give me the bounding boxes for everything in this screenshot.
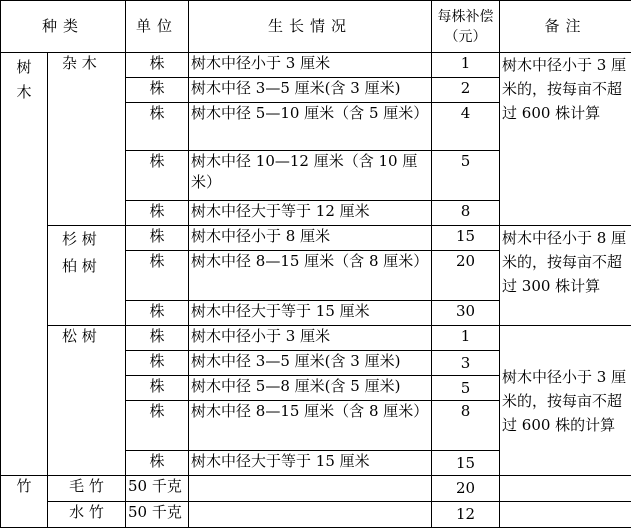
growth-cell: 树木中径 5—8 厘米(含 5 厘米): [189, 376, 432, 401]
growth-cell: 树木中径小于 8 厘米: [189, 226, 432, 251]
unit-cell: 株: [126, 351, 189, 376]
table-row: [1, 326, 631, 351]
growth-cell: 树木中径小于 3 厘米: [189, 326, 432, 351]
amount-cell: 15: [432, 451, 500, 476]
growth-cell: 树木中径 3—5 厘米(含 3 厘米): [189, 351, 432, 376]
unit-cell: 株: [126, 251, 189, 301]
growth-cell: 树木中径 8—15 厘米（含 8 厘米）: [189, 251, 432, 301]
amount-cell: 15: [432, 226, 500, 251]
subcategory-fir: 杉 树: [62, 230, 97, 248]
unit-cell: 株: [126, 451, 189, 476]
subcategory-water-bamboo: 水 竹: [48, 502, 126, 528]
growth-cell: 树木中径小于 3 厘米: [189, 53, 432, 78]
unit-cell: 50 千克: [126, 502, 189, 528]
amount-cell: 4: [432, 103, 500, 151]
amount-cell: 3: [432, 351, 500, 376]
amount-cell: 30: [432, 301, 500, 326]
amount-cell: 20: [432, 476, 500, 502]
growth-cell: 树木中径 8—15 厘米（含 8 厘米）: [189, 401, 432, 451]
unit-cell: 株: [126, 326, 189, 351]
category-bamboo: 竹: [1, 476, 48, 528]
header-growth: 生长情况: [189, 1, 432, 53]
unit-cell: 株: [126, 151, 189, 201]
unit-cell: 50 千克: [126, 476, 189, 502]
unit-cell: 株: [126, 401, 189, 451]
category-tree-char-1: 树: [16, 58, 32, 76]
amount-cell: 8: [432, 401, 500, 451]
table-row: [1, 226, 631, 251]
amount-cell: 5: [432, 376, 500, 401]
amount-cell: 5: [432, 151, 500, 201]
category-tree-char-2: 木: [16, 83, 32, 101]
table-row: [1, 502, 631, 528]
header-unit: 单位: [126, 1, 189, 53]
note-misc-wood: 树木中径小于 3 厘米的，按每亩不超过 600 株计算: [500, 53, 631, 226]
growth-cell: 树木中径 10—12 厘米（含 10 厘米）: [189, 151, 432, 201]
unit-cell: 株: [126, 226, 189, 251]
growth-cell: [189, 502, 432, 528]
header-compensation: 每株补偿（元）: [432, 1, 500, 53]
note-cell: [500, 476, 631, 502]
note-pine: 树木中径小于 3 厘米的，按每亩不超过 600 株的计算: [500, 326, 631, 476]
note-fir-cypress: 树木中径小于 8 厘米的，按每亩不超过 300 株计算: [500, 226, 631, 326]
header-category: 种类: [1, 1, 126, 53]
note-cell: [500, 502, 631, 528]
amount-cell: 1: [432, 53, 500, 78]
unit-cell: 株: [126, 53, 189, 78]
growth-cell: 树木中径大于等于 15 厘米: [189, 301, 432, 326]
unit-cell: 株: [126, 201, 189, 226]
unit-cell: 株: [126, 376, 189, 401]
amount-cell: 1: [432, 326, 500, 351]
category-tree: [1, 53, 48, 476]
amount-cell: 12: [432, 502, 500, 528]
growth-cell: 树木中径大于等于 12 厘米: [189, 201, 432, 226]
header-row: [1, 1, 631, 53]
unit-cell: 株: [126, 78, 189, 103]
table-row: [1, 53, 631, 78]
amount-cell: 8: [432, 201, 500, 226]
subcategory-cypress: 柏 树: [62, 257, 97, 275]
table-row: [1, 476, 631, 502]
subcategory-fir-cypress: [48, 226, 126, 326]
subcategory-misc-wood: 杂 木: [48, 53, 126, 226]
subcategory-pine: 松 树: [48, 326, 126, 476]
growth-cell: 树木中径大于等于 15 厘米: [189, 451, 432, 476]
subcategory-mao-bamboo: 毛 竹: [48, 476, 126, 502]
header-note: 备注: [500, 1, 631, 53]
growth-cell: 树木中径 3—5 厘米(含 3 厘米): [189, 78, 432, 103]
unit-cell: 株: [126, 301, 189, 326]
amount-cell: 20: [432, 251, 500, 301]
amount-cell: 2: [432, 78, 500, 103]
unit-cell: 株: [126, 103, 189, 151]
growth-cell: 树木中径 5—10 厘米（含 5 厘米）: [189, 103, 432, 151]
growth-cell: [189, 476, 432, 502]
